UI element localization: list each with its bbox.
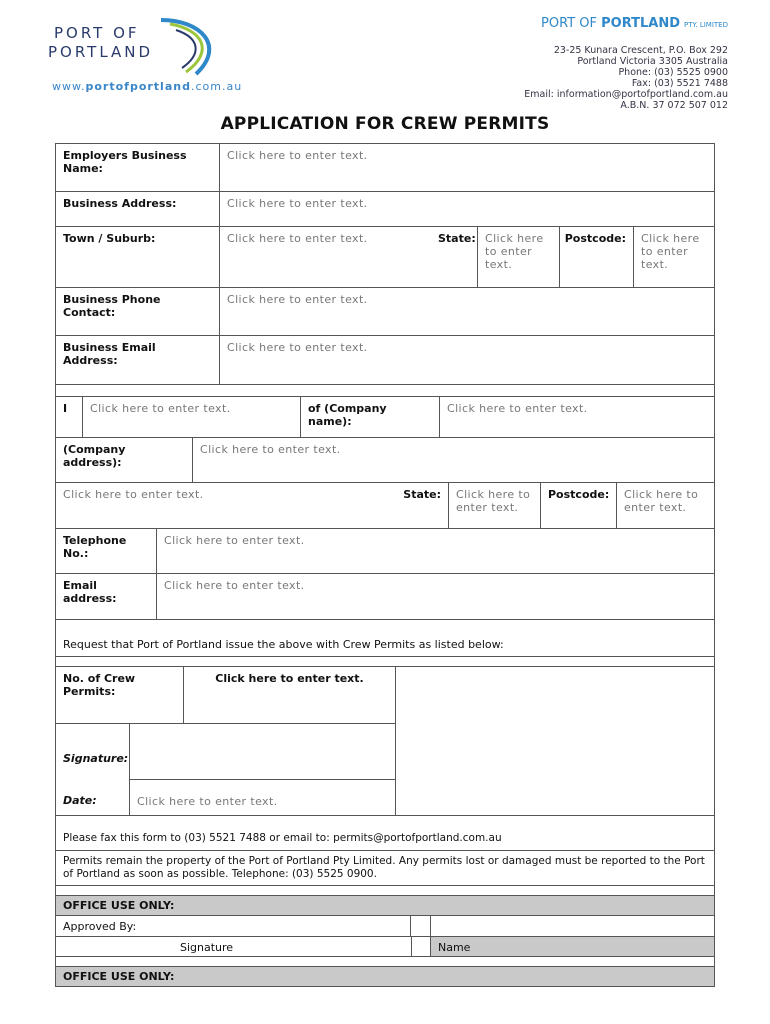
date-label: Date: [63, 794, 97, 807]
phone-line: Phone: (03) 5525 0900 [618, 67, 728, 78]
business-email-label: Business Email Address: [56, 336, 220, 384]
company-state-label: State: [394, 483, 449, 528]
port-of-portland-logo [48, 16, 228, 86]
logo-line-2: PORTLAND [48, 43, 154, 61]
website-link[interactable]: www.portofportland.com.au [52, 80, 243, 93]
office-name-label: Name [438, 941, 471, 954]
logo-swoosh-icon [156, 16, 226, 76]
business-email-row [56, 336, 714, 385]
separator-row [56, 886, 714, 896]
company-address-block [524, 45, 728, 111]
company-postcode-label: Postcode: [541, 483, 617, 528]
business-name-label: Employers Business Name: [56, 144, 220, 191]
town-label: Town / Suburb: [56, 227, 220, 287]
company-address-input[interactable]: Click here to enter text. [200, 443, 341, 456]
i-label: I [56, 397, 83, 437]
postcode-input[interactable]: Click here to enter text. [641, 232, 700, 271]
state-label: State: [436, 227, 478, 287]
office-signature-label: Signature [173, 937, 411, 956]
business-address-input[interactable]: Click here to enter text. [227, 197, 368, 210]
signature-label: Signature: [63, 752, 129, 765]
telephone-input[interactable]: Click here to enter text. [164, 534, 305, 547]
postcode-label: Postcode: [560, 227, 634, 287]
company-state-input[interactable]: Click here to enter text. [449, 483, 541, 528]
office-use-heading: OFFICE USE ONLY: [63, 899, 175, 912]
applicant-email-row [56, 574, 714, 620]
company-name-input[interactable]: Click here to enter text. [447, 402, 588, 415]
abn-line: A.B.N. 37 072 507 012 [620, 100, 728, 111]
fax-note-row [56, 815, 714, 851]
telephone-row [56, 529, 714, 574]
date-row [56, 780, 714, 815]
permits-number-input[interactable]: Click here to enter text. [184, 667, 396, 724]
permits-number-row [56, 667, 714, 724]
company-state-row [56, 483, 714, 529]
separator-row [56, 957, 714, 967]
request-row [56, 620, 714, 657]
company-address-label: (Company address): [56, 438, 193, 482]
company-name-label: of (Company name): [301, 397, 440, 437]
permits-number-label: No. of Crew Permits: [56, 667, 184, 724]
request-text: Request that Port of Portland issue the above with Crew Permits as listed below: [63, 638, 504, 651]
property-note-row [56, 851, 714, 886]
property-note: Permits remain the property of the Port of Portland Pty Limited. Any permits lost or damaged must be reported to the Port of Portland as soon as possible. Telephone: (03) 5525 0900. [63, 855, 705, 880]
town-row [56, 227, 714, 288]
approved-by-gap [411, 916, 431, 937]
page-title: APPLICATION FOR CREW PERMITS [220, 114, 550, 134]
approved-by-label: Approved By: [56, 916, 411, 937]
address-line: Portland Victoria 3305 Australia [577, 56, 728, 67]
town-input[interactable]: Click here to enter text. [227, 232, 368, 245]
signature-name-row [56, 937, 714, 957]
office-use-header [56, 896, 714, 916]
employer-name-row [56, 144, 714, 192]
company-name: PORT OF PORTLAND PTY. LIMITED [541, 16, 728, 31]
fax-line: Fax: (03) 5521 7488 [631, 78, 728, 89]
blank-cell [56, 937, 173, 956]
business-address-label: Business Address: [56, 192, 220, 226]
company-address-row [56, 438, 714, 483]
state-input[interactable]: Click here to enter text. [478, 227, 560, 287]
approved-by-name-field[interactable] [431, 916, 714, 937]
applicant-name-input[interactable]: Click here to enter text. [83, 397, 301, 437]
applicant-row [56, 397, 714, 438]
date-input[interactable]: Click here to enter text. [129, 780, 396, 815]
office-use-footer [56, 967, 714, 987]
separator-row [56, 657, 714, 667]
logo-line-1: PORT OF [54, 24, 140, 42]
signature-row [56, 724, 714, 780]
business-phone-row [56, 288, 714, 336]
separator-row [56, 385, 714, 397]
company-address-line-input[interactable]: Click here to enter text. [63, 488, 204, 501]
business-email-input[interactable]: Click here to enter text. [227, 341, 368, 354]
company-postcode-input[interactable]: Click here to enter text. [624, 488, 699, 514]
signature-field[interactable] [129, 724, 396, 780]
crew-permit-form [55, 143, 715, 987]
business-address-row [56, 192, 714, 227]
office-use-heading-2: OFFICE USE ONLY: [63, 970, 175, 983]
approved-by-row [56, 916, 714, 937]
applicant-email-input[interactable]: Click here to enter text. [164, 579, 305, 592]
address-line: 23-25 Kunara Crescent, P.O. Box 292 [553, 45, 728, 56]
telephone-label: Telephone No.: [56, 529, 157, 573]
business-phone-input[interactable]: Click here to enter text. [227, 293, 368, 306]
applicant-email-label: Email address: [56, 574, 157, 619]
email-line: Email: information@portofportland.com.au [524, 89, 728, 100]
business-name-input[interactable]: Click here to enter text. [227, 149, 368, 162]
fax-note: Please fax this form to (03) 5521 7488 or email to: permits@portofportland.com.au [63, 832, 502, 844]
business-phone-label: Business Phone Contact: [56, 288, 220, 335]
office-gap-cell [411, 937, 431, 956]
